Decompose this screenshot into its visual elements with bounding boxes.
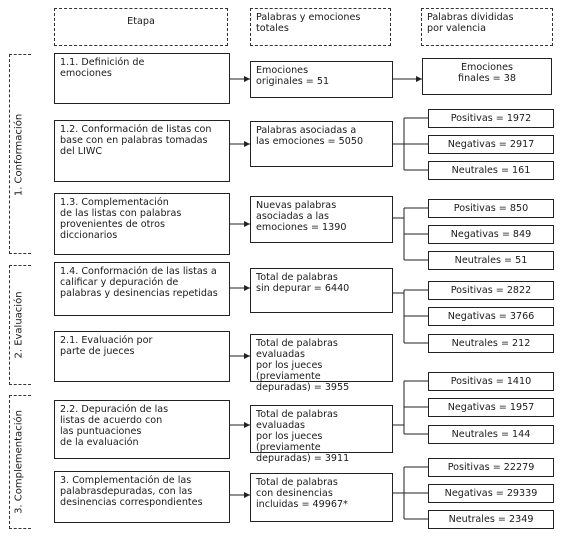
phase-label-evaluacion: 2. Evaluación [13,291,25,359]
total-box-1-4: Total de palabras sin depurar = 6440 [250,268,393,313]
etapa-box-1-2: 1.2. Conformación de listas con base con en palabras tomadas del LIWC [54,120,230,182]
result-box-negativas: Negativas = 2917 [428,135,554,154]
result-box-positivas: Positivas = 1972 [428,109,554,128]
header-totales: Palabras y emociones totales [250,8,391,46]
result-box-positivas: Positivas = 850 [428,199,554,218]
etapa-box-1-4: 1.4. Conformación de las listas a calificar y depuración de palabras y desinencias repetidas [54,262,230,316]
total-box-3: Total de palabras con desinencias incluidas = 49967* [250,473,393,522]
result-box-positivas: Positivas = 1410 [428,372,554,391]
etapa-box-1-1: 1.1. Definición de emociones [54,53,230,104]
result-box-negativas: Negativas = 29339 [428,484,554,503]
etapa-box-2-2: 2.2. Depuración de las listas de acuerdo con las puntuaciones de la evaluación [54,400,230,459]
total-box-1-3: Nuevas palabras asociadas a las emociones = 1390 [250,196,393,243]
total-box-1-2: Palabras asociadas a las emociones = 5050 [250,121,393,167]
result-box-positivas: Positivas = 22279 [428,458,554,477]
etapa-box-1-3: 1.3. Complementación de las listas con palabras provenientes de otros diccionarios [54,193,230,255]
result-box-negativas: Negativas = 3766 [428,307,554,326]
header-etapa: Etapa [54,8,228,46]
etapa-box-2-1: 2.1. Evaluación por parte de jueces [54,331,230,382]
header-valencia: Palabras divididas por valencia [421,8,553,46]
result-box-negativas: Negativas = 1957 [428,398,554,417]
etapa-box-3: 3. Complementación de las palabrasdepuradas, con las desinencias correspondientes [54,471,230,523]
phase-label-conformacion: 1. Conformación [13,113,25,197]
total-box-1-1: Emociones originales = 51 [250,61,393,98]
total-box-2-2: Total de palabras evaluadas por los jueces (previamente depuradas) = 3911 [250,405,393,453]
result-box-neutrales: Neutrales = 51 [428,251,554,270]
result-box-neutrales: Neutrales = 212 [428,334,554,353]
result-box-positivas: Positivas = 2822 [428,281,554,300]
result-box-neutrales: Neutrales = 2349 [428,510,554,529]
result-box-negativas: Negativas = 849 [428,225,554,244]
result-box-neutrales: Neutrales = 161 [428,161,554,180]
result-box-emociones-finales: Emociones finales = 38 [422,58,552,95]
total-box-2-1: Total de palabras evaluadas por los jueces (previamente depuradas) = 3955 [250,334,393,382]
phase-label-complementacion: 3. Complementación [13,410,25,514]
result-box-neutrales: Neutrales = 144 [428,425,554,444]
